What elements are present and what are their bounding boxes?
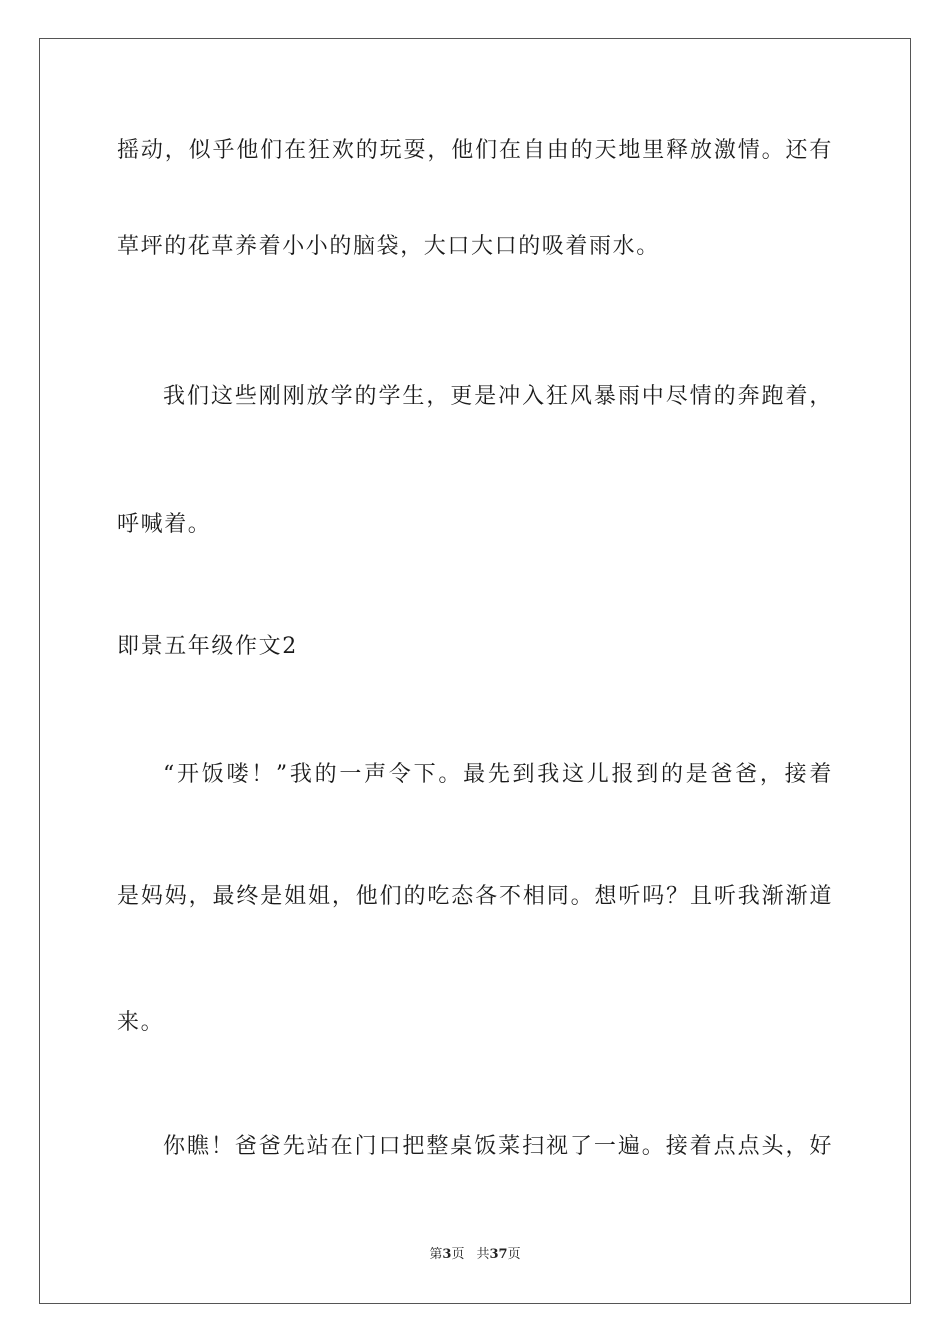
section-heading: 即景五年级作文2 <box>117 634 298 659</box>
paragraph-line: 草坪的花草养着小小的脑袋，大口大口的吸着雨水。 <box>117 234 660 259</box>
paragraph-line: 呼喊着。 <box>117 512 212 537</box>
paragraph-line: 你瞧！爸爸先站在门口把整桌饭菜扫视了一遍。接着点点头，好 <box>163 1134 833 1159</box>
paragraph-line: 摇动，似乎他们在狂欢的玩耍，他们在自由的天地里释放激情。还有 <box>117 138 833 163</box>
paragraph-line: 我们这些刚刚放学的学生，更是冲入狂风暴雨中尽情的奔跑着， <box>163 384 833 409</box>
total-pages-number: 37 <box>489 1247 508 1262</box>
paragraph-line: 来。 <box>117 1010 165 1035</box>
paragraph-line: 是妈妈，最终是姐姐，他们的吃态各不相同。想听吗？且听我渐渐道 <box>117 884 833 909</box>
page-suffix: 页 <box>451 1247 465 1262</box>
total-prefix: 共 <box>476 1247 490 1262</box>
current-page-number: 3 <box>442 1247 452 1262</box>
page-frame <box>39 38 911 1304</box>
page-footer <box>0 1246 950 1264</box>
paragraph-line: “开饭喽！”我的一声令下。最先到我这儿报到的是爸爸，接着 <box>163 762 833 787</box>
page-prefix: 第 <box>429 1247 443 1262</box>
total-suffix: 页 <box>507 1247 521 1262</box>
